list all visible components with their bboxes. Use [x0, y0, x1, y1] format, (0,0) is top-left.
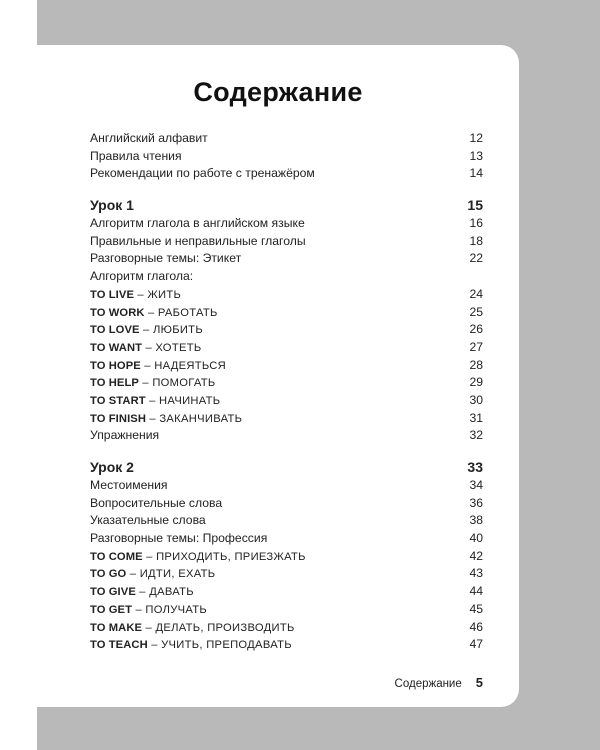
lesson-heading-page: 33: [467, 459, 483, 475]
verb-english: TO MAKE: [90, 621, 143, 634]
verb-english: TO GIVE: [90, 586, 136, 599]
verb-english: TO START: [90, 394, 146, 407]
verb-russian: НАДЕЯТЬСЯ: [154, 359, 227, 372]
toc-verb-entry[interactable]: [90, 374, 483, 392]
verb-russian: ЖИТЬ: [147, 288, 182, 301]
page-footer: [395, 675, 483, 690]
toc-entry-page: 27: [469, 339, 483, 354]
toc-verb-text: [90, 583, 194, 602]
toc-entry[interactable]: [90, 233, 483, 251]
toc-verb-text: [90, 601, 207, 620]
footer-page-number: 5: [475, 675, 483, 690]
verb-russian: ХОТЕТЬ: [155, 341, 202, 354]
toc-entry-text: Вопросительные слова: [90, 495, 223, 510]
verb-dash: –: [144, 306, 158, 319]
document-page: [37, 45, 519, 707]
toc-entry[interactable]: [90, 130, 483, 148]
toc-entry-text: Английский алфавит: [90, 131, 208, 145]
toc-verb-text: [90, 304, 218, 323]
toc-verb-text: [90, 548, 306, 567]
toc-entry-page: 12: [469, 131, 483, 145]
verb-russian: УЧИТЬ, ПРЕПОДАВАТЬ: [161, 639, 292, 652]
lesson-heading[interactable]: [90, 458, 483, 477]
toc-verb-text: [90, 392, 220, 411]
verb-dash: –: [145, 394, 160, 407]
toc-verb-text: [90, 321, 203, 340]
toc-entry[interactable]: [90, 477, 483, 495]
toc-verb-entry[interactable]: [90, 583, 483, 601]
verb-dash: –: [138, 377, 153, 390]
verb-dash: –: [135, 586, 150, 599]
toc-verb-text: [90, 339, 202, 358]
verb-dash: –: [134, 288, 148, 301]
verb-dash: –: [147, 639, 162, 652]
toc-entry-text: Разговорные темы: Профессия: [90, 531, 268, 546]
toc-verb-text: [90, 636, 292, 655]
verb-russian: НАЧИНАТЬ: [159, 394, 221, 407]
toc-entry-text: Алгоритм глагола:: [90, 269, 194, 284]
toc-entry-text: Правильные и неправильные глаголы: [90, 233, 306, 248]
toc-entry-page: 22: [469, 251, 483, 266]
toc-verb-entry[interactable]: [90, 548, 483, 566]
verb-russian: РАБОТАТЬ: [157, 306, 218, 319]
toc-verb-entry[interactable]: [90, 304, 483, 322]
toc-verb-entry[interactable]: [90, 636, 483, 654]
verb-english: TO FINISH: [90, 412, 147, 425]
verb-dash: –: [140, 359, 155, 372]
verb-english: TO HOPE: [90, 359, 141, 372]
verb-russian: ПОЛУЧАТЬ: [145, 603, 208, 616]
toc-verb-entry[interactable]: [90, 619, 483, 637]
toc-entry-text: Алгоритм глагола в английском языке: [90, 216, 305, 231]
table-of-contents: [90, 130, 483, 654]
toc-entry-page: 44: [469, 584, 483, 599]
verb-english: TO TEACH: [90, 639, 148, 652]
verb-dash: –: [142, 550, 157, 563]
toc-entry[interactable]: [90, 215, 483, 233]
toc-verb-text: [90, 357, 226, 376]
verb-russian: ЛЮБИТЬ: [152, 324, 203, 337]
toc-entry-text: Рекомендации по работе с тренажёром: [90, 166, 315, 181]
page-title: Содержание: [193, 77, 363, 107]
toc-entry-page: 40: [469, 531, 483, 546]
toc-entry[interactable]: [90, 165, 483, 183]
verb-english: TO COME: [90, 550, 143, 563]
toc-entry[interactable]: [90, 250, 483, 268]
toc-entry-page: 31: [469, 410, 483, 425]
toc-verb-entry[interactable]: [90, 321, 483, 339]
toc-entry-page: 46: [469, 619, 483, 634]
verb-english: TO WANT: [90, 341, 143, 354]
toc-verb-entry[interactable]: [90, 339, 483, 357]
toc-entry-text: Местоимения: [90, 478, 168, 492]
verb-english: TO GO: [90, 568, 127, 581]
toc-verb-entry[interactable]: [90, 357, 483, 375]
verb-russian: ДЕЛАТЬ, ПРОИЗВОДИТЬ: [155, 621, 295, 634]
verb-dash: –: [146, 412, 160, 425]
toc-entry[interactable]: [90, 148, 483, 166]
toc-verb-entry[interactable]: [90, 565, 483, 583]
toc-entry-page: 26: [469, 322, 483, 337]
toc-entry-page: 13: [469, 148, 483, 163]
toc-verb-entry[interactable]: [90, 392, 483, 410]
toc-entry-page: 45: [469, 601, 483, 616]
verb-russian: ЗАКАНЧИВАТЬ: [159, 412, 243, 425]
verb-dash: –: [139, 324, 153, 337]
toc-verb-entry[interactable]: [90, 410, 483, 428]
toc-entry[interactable]: [90, 530, 483, 548]
verb-russian: ПОМОГАТЬ: [152, 377, 216, 390]
lesson-heading[interactable]: [90, 196, 483, 215]
toc-entry-page: 25: [469, 304, 483, 319]
toc-verb-entry[interactable]: [90, 601, 483, 619]
toc-entry-text: Указательные слова: [90, 513, 206, 528]
verb-dash: –: [126, 568, 140, 581]
toc-verb-entry[interactable]: [90, 286, 483, 304]
toc-entry[interactable]: [90, 512, 483, 530]
toc-entry-text: Упражнения: [90, 428, 160, 443]
toc-entry-page: 30: [469, 392, 483, 407]
verb-russian: ДАВАТЬ: [149, 586, 194, 599]
verb-english: TO WORK: [90, 306, 145, 319]
toc-entry-page: 36: [469, 495, 483, 510]
toc-entry-text: Правила чтения: [90, 148, 182, 163]
toc-entry-page: 34: [469, 478, 483, 492]
lesson-heading-text: Урок 1: [90, 197, 134, 214]
toc-verb-text: [90, 374, 216, 393]
toc-entry-page: 14: [469, 166, 483, 181]
toc-entry-page: 29: [469, 375, 483, 390]
verb-dash: –: [142, 621, 156, 634]
footer-section-title: Содержание: [394, 678, 462, 690]
toc-entry-page: 32: [469, 428, 483, 443]
verb-dash: –: [132, 603, 146, 616]
toc-entry-page: 18: [469, 233, 483, 248]
lesson-heading-page: 15: [467, 197, 483, 214]
toc-entry-page: 28: [469, 357, 483, 372]
verb-english: TO GET: [90, 603, 133, 616]
verb-russian: ПРИХОДИТЬ, ПРИЕЗЖАТЬ: [156, 550, 306, 563]
verb-russian: ИДТИ, ЕХАТЬ: [139, 568, 216, 581]
verb-dash: –: [142, 341, 156, 354]
toc-entry-text: Разговорные темы: Этикет: [90, 251, 242, 266]
toc-verb-text: [90, 286, 181, 305]
toc-entry-page: 24: [469, 286, 483, 301]
verb-english: TO HELP: [90, 377, 139, 390]
toc-entry-page: 43: [469, 566, 483, 581]
toc-entry[interactable]: [90, 427, 483, 445]
toc-entry-page: 16: [469, 216, 483, 231]
toc-entry[interactable]: [90, 495, 483, 513]
verb-english: TO LOVE: [90, 324, 140, 337]
toc-entry-page: 38: [469, 513, 483, 528]
toc-verb-text: [90, 410, 242, 429]
verb-english: TO LIVE: [90, 288, 135, 301]
toc-entry-page: 47: [469, 637, 483, 652]
toc-verb-text: [90, 565, 215, 584]
lesson-heading-text: Урок 2: [90, 459, 134, 475]
toc-entry-page: 42: [469, 548, 483, 563]
toc-verb-text: [90, 619, 295, 638]
toc-subheading: [90, 268, 483, 286]
